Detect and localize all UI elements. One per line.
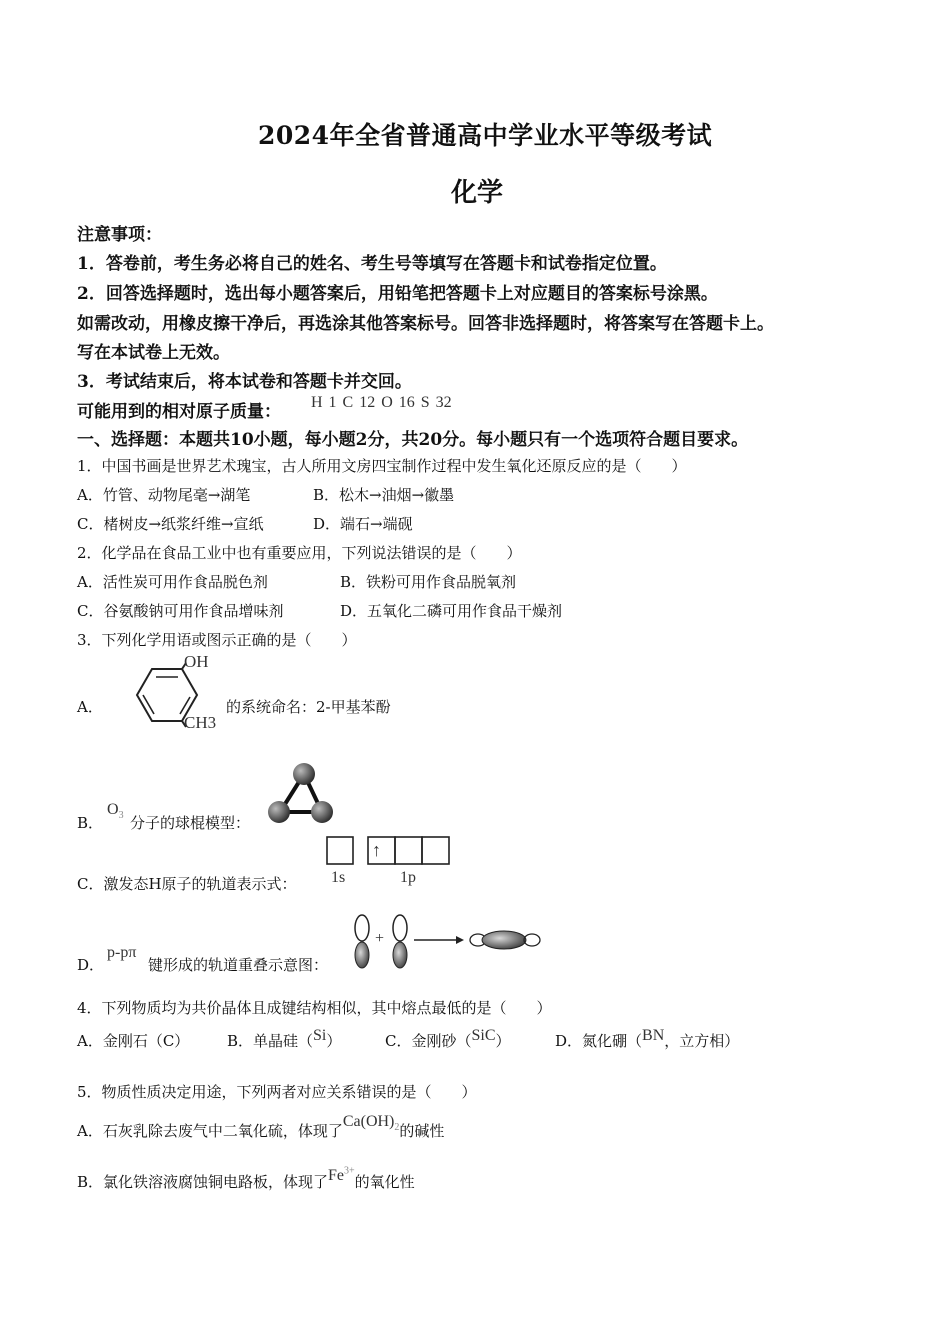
q4-option-b: B．单晶硅（Si） [227, 1027, 342, 1050]
spin-up-arrow: ↑ [372, 840, 381, 860]
pi-bond-cloud [482, 931, 526, 949]
q3-option-a-label: A． [77, 698, 103, 716]
q1-option-c: C．楮树皮→纸浆纤维→宣纸 [77, 515, 264, 533]
notes-heading: 注意事项： [77, 225, 162, 245]
oxygen-atom [293, 763, 315, 785]
section-heading: 一、选择题：本题共10小题，每小题2分，共20分。每小题只有一个选项符合题目要求。 [77, 430, 749, 450]
q4-stem: 4．下列物质均为共价晶体且成键结构相似，其中熔点最低的是（ ） [77, 999, 552, 1017]
orbital-label-1p: 1p [400, 869, 416, 886]
oxygen-atom [311, 801, 333, 823]
ion-charge: 3+ [344, 1165, 355, 1177]
note-item-2c: 写在本试卷上无效。 [77, 343, 230, 363]
orbital-box-1s [327, 837, 353, 864]
note-item-2b: 如需改动，用橡皮擦干净后，再选涂其他答案标号。回答非选择题时，将答案写在答题卡上。 [77, 314, 774, 334]
q4-option-c: C．金刚砂（SiC） [385, 1027, 511, 1050]
methyl-label: CH3 [184, 713, 217, 732]
formula-subscript: 2 [394, 1122, 400, 1134]
q1-option-d: D．端石→端砚 [313, 515, 413, 533]
q4-option-a: A．金刚石（C） [77, 1032, 190, 1050]
q3-option-d-text: 键形成的轨道重叠示意图： [148, 956, 329, 974]
q3-option-b-label: B． [77, 814, 104, 832]
q1-option-b: B．松木→油烟→徽墨 [313, 486, 455, 504]
q3-option-c-text: C．激发态H原子的轨道表示式： [77, 875, 297, 893]
q3-stem: 3．下列化学用语或图示正确的是（ ） [77, 631, 357, 649]
q2-option-d: D．五氧化二磷可用作食品干燥剂 [340, 602, 563, 620]
q3-option-b-text: 分子的球棍模型： [130, 814, 251, 832]
atomic-mass-values: H 1 C 12 O 16 S 32 [311, 394, 452, 411]
ozone-subscript: 3 [118, 810, 124, 822]
silicon-formula: Si [313, 1027, 327, 1044]
q2-option-a: A．活性炭可用作食品脱色剂 [77, 573, 268, 591]
note-item-1: 1．答卷前，考生务必将自己的姓名、考生号等填写在答题卡和试卷指定位置。 [77, 254, 667, 274]
orbital-label-1s: 1s [331, 869, 346, 886]
atomic-mass-label: 可能用到的相对原子质量： [77, 402, 281, 422]
p-orbital-lobe [355, 915, 369, 941]
q5-option-b: B．氯化铁溶液腐蚀铜电路板，体现了$Fe^{3+}$的氧化性 [77, 1165, 415, 1191]
q3-option-a-text: 的系统命名：2-甲基苯酚 [226, 698, 391, 716]
silicon-carbide-formula: SiC [471, 1027, 496, 1044]
boron-nitride-formula: BN [642, 1027, 665, 1044]
calcium-hydroxide-formula: $Ca(OH)_2$ [342, 1113, 400, 1134]
q5-stem: 5．物质性质决定用途，下列两者对应关系错误的是（ ） [77, 1083, 477, 1101]
orbital-box-1p [395, 837, 422, 864]
q4-option-d: D．氮化硼（BN，立方相） [555, 1027, 740, 1050]
p-orbital-lobe [393, 942, 407, 968]
ring-double-bond [143, 695, 154, 714]
p-orbital-lobe [355, 942, 369, 968]
q1-stem: 1．中国书画是世界艺术瑰宝，古人所用文房四宝制作过程中发生氧化还原反应的是（ ） [77, 457, 687, 475]
q3-option-d-label: D． [77, 956, 105, 974]
note-item-2a: 2．回答选择题时，选出每小题答案后，用铅笔把答题卡上对应题目的答案标号涂黑。 [77, 284, 718, 304]
p-p-pi-formula: p-pπ [107, 944, 137, 961]
ozone-formula: $O_3$ [107, 801, 124, 822]
oxygen-atom [268, 801, 290, 823]
exam-subject: 化学 [451, 178, 504, 208]
q2-option-c: C．谷氨酸钠可用作食品增味剂 [77, 602, 284, 620]
q1-option-a: A．竹管、动物尾毫→湖笔 [77, 486, 251, 504]
exam-title: 2024年全省普通高中学业水平等级考试 [258, 121, 713, 150]
ferric-ion-formula: $Fe^{3+}$ [328, 1165, 355, 1184]
arrow-head [456, 936, 464, 944]
q5-option-a: A．石灰乳除去废气中二氧化硫，体现了$Ca(OH)_2$的碱性 [77, 1113, 445, 1140]
plus-sign: + [375, 930, 385, 947]
note-item-3: 3．考试结束后，将本试卷和答题卡并交回。 [77, 372, 412, 392]
hydroxyl-label: OH [184, 652, 209, 671]
orbital-box-1p [422, 837, 449, 864]
p-orbital-lobe [393, 915, 407, 941]
ozone-ball-stick-model [266, 760, 336, 830]
orbital-diagram [326, 836, 456, 868]
q2-option-b: B．铁粉可用作食品脱氧剂 [340, 573, 517, 591]
q2-stem: 2．化学品在食品工业中也有重要应用，下列说法错误的是（ ） [77, 544, 522, 562]
